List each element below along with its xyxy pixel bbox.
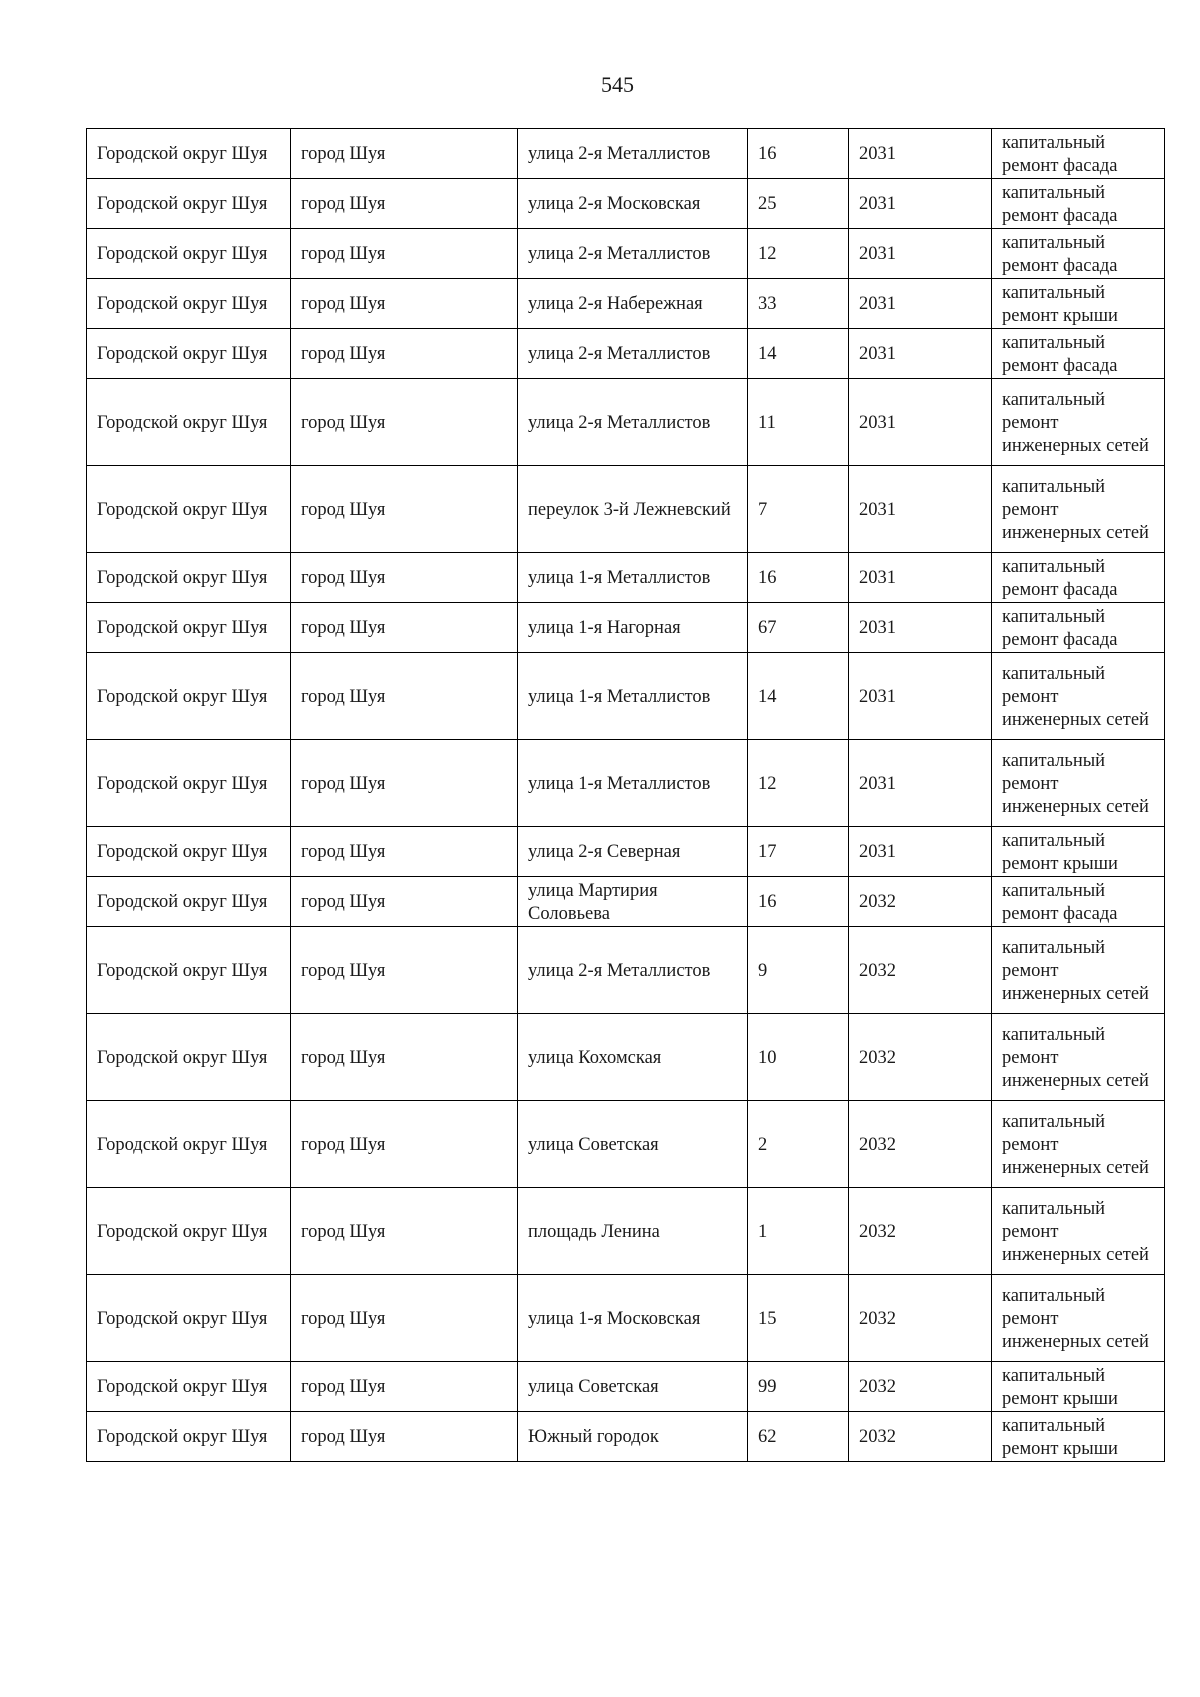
year-cell: 2031 xyxy=(849,603,992,653)
table-row xyxy=(87,1412,1165,1462)
street-cell: переулок 3-й Лежневский xyxy=(518,466,748,553)
work-type-cell: капитальный ремонт инженерных сетей xyxy=(992,740,1165,827)
table-row xyxy=(87,653,1165,740)
year-cell: 2031 xyxy=(849,466,992,553)
district-cell: Городской округ Шуя xyxy=(87,229,291,279)
district-cell: Городской округ Шуя xyxy=(87,603,291,653)
year-cell: 2032 xyxy=(849,1101,992,1188)
house-number-cell: 11 xyxy=(748,379,849,466)
city-cell: город Шуя xyxy=(291,827,518,877)
year-cell: 2032 xyxy=(849,927,992,1014)
street-cell: улица Советская xyxy=(518,1101,748,1188)
year-cell: 2031 xyxy=(849,827,992,877)
street-cell: улица 2-я Металлистов xyxy=(518,379,748,466)
table-row xyxy=(87,1275,1165,1362)
work-type-cell: капитальный ремонт инженерных сетей xyxy=(992,927,1165,1014)
house-number-cell: 9 xyxy=(748,927,849,1014)
house-number-cell: 12 xyxy=(748,740,849,827)
street-cell: улица 1-я Металлистов xyxy=(518,653,748,740)
house-number-cell: 16 xyxy=(748,877,849,927)
city-cell: город Шуя xyxy=(291,229,518,279)
city-cell: город Шуя xyxy=(291,466,518,553)
district-cell: Городской округ Шуя xyxy=(87,827,291,877)
street-cell: улица 1-я Металлистов xyxy=(518,553,748,603)
street-cell: улица 2-я Металлистов xyxy=(518,927,748,1014)
house-number-cell: 25 xyxy=(748,179,849,229)
city-cell: город Шуя xyxy=(291,329,518,379)
district-cell: Городской округ Шуя xyxy=(87,553,291,603)
work-type-cell: капитальный ремонт инженерных сетей xyxy=(992,1188,1165,1275)
street-cell: улица 2-я Северная xyxy=(518,827,748,877)
house-number-cell: 14 xyxy=(748,653,849,740)
city-cell: город Шуя xyxy=(291,877,518,927)
year-cell: 2032 xyxy=(849,1188,992,1275)
page-number: 545 xyxy=(601,72,634,97)
city-cell: город Шуя xyxy=(291,379,518,466)
house-number-cell: 16 xyxy=(748,553,849,603)
city-cell: город Шуя xyxy=(291,1362,518,1412)
table-row xyxy=(87,329,1165,379)
street-cell: улица 1-я Металлистов xyxy=(518,740,748,827)
district-cell: Городской округ Шуя xyxy=(87,466,291,553)
table-row xyxy=(87,279,1165,329)
district-cell: Городской округ Шуя xyxy=(87,740,291,827)
house-number-cell: 10 xyxy=(748,1014,849,1101)
district-cell: Городской округ Шуя xyxy=(87,877,291,927)
year-cell: 2031 xyxy=(849,379,992,466)
table-row xyxy=(87,466,1165,553)
table-row xyxy=(87,1101,1165,1188)
street-cell: улица 1-я Московская xyxy=(518,1275,748,1362)
year-cell: 2032 xyxy=(849,1362,992,1412)
work-type-cell: капитальный ремонт фасада xyxy=(992,179,1165,229)
work-type-cell: капитальный ремонт инженерных сетей xyxy=(992,1275,1165,1362)
district-cell: Городской округ Шуя xyxy=(87,279,291,329)
district-cell: Городской округ Шуя xyxy=(87,179,291,229)
table-row xyxy=(87,229,1165,279)
work-type-cell: капитальный ремонт фасада xyxy=(992,129,1165,179)
city-cell: город Шуя xyxy=(291,740,518,827)
year-cell: 2031 xyxy=(849,740,992,827)
house-number-cell: 17 xyxy=(748,827,849,877)
city-cell: город Шуя xyxy=(291,603,518,653)
work-type-cell: капитальный ремонт фасада xyxy=(992,229,1165,279)
district-cell: Городской округ Шуя xyxy=(87,1412,291,1462)
city-cell: город Шуя xyxy=(291,1275,518,1362)
year-cell: 2032 xyxy=(849,1412,992,1462)
city-cell: город Шуя xyxy=(291,553,518,603)
district-cell: Городской округ Шуя xyxy=(87,1362,291,1412)
work-type-cell: капитальный ремонт инженерных сетей xyxy=(992,466,1165,553)
city-cell: город Шуя xyxy=(291,927,518,1014)
city-cell: город Шуя xyxy=(291,1412,518,1462)
district-cell: Городской округ Шуя xyxy=(87,653,291,740)
district-cell: Городской округ Шуя xyxy=(87,927,291,1014)
district-cell: Городской округ Шуя xyxy=(87,1275,291,1362)
city-cell: город Шуя xyxy=(291,179,518,229)
table-row xyxy=(87,179,1165,229)
street-cell: улица Советская xyxy=(518,1362,748,1412)
year-cell: 2032 xyxy=(849,877,992,927)
repair-schedule-table xyxy=(86,128,1165,1462)
street-cell: улица Кохомская xyxy=(518,1014,748,1101)
house-number-cell: 62 xyxy=(748,1412,849,1462)
district-cell: Городской округ Шуя xyxy=(87,379,291,466)
street-cell: улица 2-я Металлистов xyxy=(518,129,748,179)
year-cell: 2031 xyxy=(849,129,992,179)
year-cell: 2031 xyxy=(849,553,992,603)
street-cell: улица 1-я Нагорная xyxy=(518,603,748,653)
table-row xyxy=(87,129,1165,179)
table-row xyxy=(87,1188,1165,1275)
house-number-cell: 14 xyxy=(748,329,849,379)
house-number-cell: 1 xyxy=(748,1188,849,1275)
year-cell: 2032 xyxy=(849,1275,992,1362)
house-number-cell: 33 xyxy=(748,279,849,329)
district-cell: Городской округ Шуя xyxy=(87,1101,291,1188)
street-cell: улица 2-я Металлистов xyxy=(518,229,748,279)
city-cell: город Шуя xyxy=(291,1188,518,1275)
year-cell: 2031 xyxy=(849,229,992,279)
house-number-cell: 99 xyxy=(748,1362,849,1412)
house-number-cell: 16 xyxy=(748,129,849,179)
city-cell: город Шуя xyxy=(291,129,518,179)
table-row xyxy=(87,927,1165,1014)
work-type-cell: капитальный ремонт крыши xyxy=(992,1362,1165,1412)
table-row xyxy=(87,877,1165,927)
year-cell: 2031 xyxy=(849,279,992,329)
street-cell: улица 2-я Московская xyxy=(518,179,748,229)
street-cell: площадь Ленина xyxy=(518,1188,748,1275)
city-cell: город Шуя xyxy=(291,1101,518,1188)
work-type-cell: капитальный ремонт фасада xyxy=(992,603,1165,653)
year-cell: 2031 xyxy=(849,329,992,379)
district-cell: Городской округ Шуя xyxy=(87,1014,291,1101)
table-row xyxy=(87,379,1165,466)
table-row xyxy=(87,827,1165,877)
work-type-cell: капитальный ремонт крыши xyxy=(992,279,1165,329)
district-cell: Городской округ Шуя xyxy=(87,129,291,179)
work-type-cell: капитальный ремонт крыши xyxy=(992,827,1165,877)
work-type-cell: капитальный ремонт инженерных сетей xyxy=(992,653,1165,740)
street-cell: улица Мартирия Соловьева xyxy=(518,877,748,927)
table-row xyxy=(87,553,1165,603)
work-type-cell: капитальный ремонт инженерных сетей xyxy=(992,1101,1165,1188)
year-cell: 2031 xyxy=(849,653,992,740)
table-row xyxy=(87,740,1165,827)
house-number-cell: 7 xyxy=(748,466,849,553)
table-row xyxy=(87,1014,1165,1101)
city-cell: город Шуя xyxy=(291,279,518,329)
work-type-cell: капитальный ремонт фасада xyxy=(992,329,1165,379)
year-cell: 2032 xyxy=(849,1014,992,1101)
city-cell: город Шуя xyxy=(291,653,518,740)
table-body xyxy=(87,129,1165,1462)
table-row xyxy=(87,1362,1165,1412)
work-type-cell: капитальный ремонт инженерных сетей xyxy=(992,379,1165,466)
work-type-cell: капитальный ремонт крыши xyxy=(992,1412,1165,1462)
street-cell: улица 2-я Набережная xyxy=(518,279,748,329)
street-cell: улица 2-я Металлистов xyxy=(518,329,748,379)
year-cell: 2031 xyxy=(849,179,992,229)
house-number-cell: 67 xyxy=(748,603,849,653)
district-cell: Городской округ Шуя xyxy=(87,1188,291,1275)
district-cell: Городской округ Шуя xyxy=(87,329,291,379)
house-number-cell: 15 xyxy=(748,1275,849,1362)
work-type-cell: капитальный ремонт фасада xyxy=(992,553,1165,603)
work-type-cell: капитальный ремонт фасада xyxy=(992,877,1165,927)
table-row xyxy=(87,603,1165,653)
work-type-cell: капитальный ремонт инженерных сетей xyxy=(992,1014,1165,1101)
house-number-cell: 12 xyxy=(748,229,849,279)
street-cell: Южный городок xyxy=(518,1412,748,1462)
house-number-cell: 2 xyxy=(748,1101,849,1188)
city-cell: город Шуя xyxy=(291,1014,518,1101)
